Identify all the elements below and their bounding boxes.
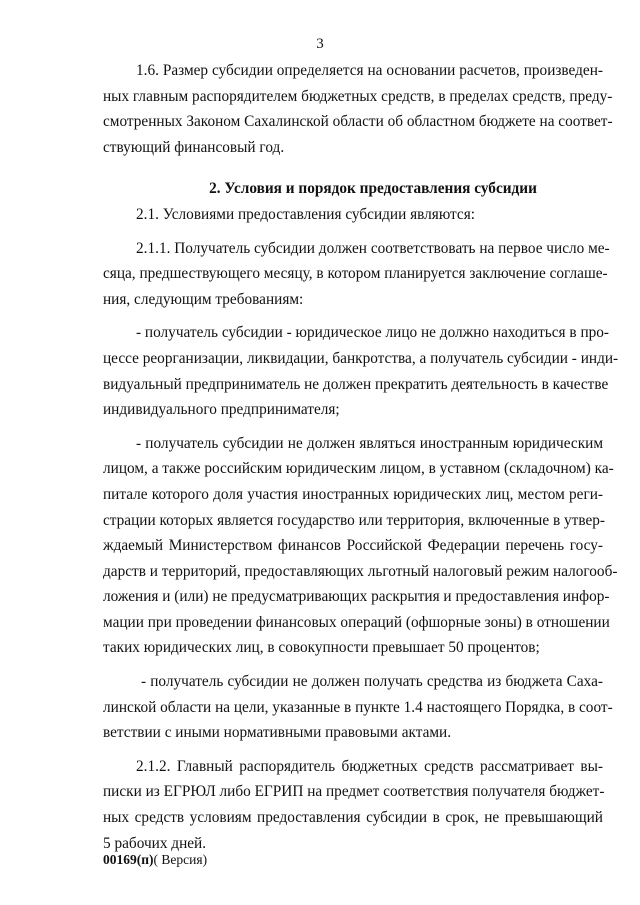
text-line: 2.1.2. Главный распорядитель бюджетных средств рассматривает вы- [136,757,603,775]
text-line: ждаемый Министерством финансов Российской Федерации перечень госу- [103,537,603,555]
text-line: видуальный предприниматель не должен прекратить деятельность в качестве [103,375,609,393]
text-line: - получатель субсидии не должен получать средства из бюджета Саха- [141,673,603,691]
text-line: ветствии с иными нормативными правовыми актами. [103,724,452,742]
text-line: писки из ЕГРЮЛ либо ЕГРИП на предмет соответствия получателя бюджет- [103,783,605,801]
text-line: 5 рабочих дней. [103,834,207,852]
text-line: мации при проведении финансовых операций (офшорные зоны) в отношении [103,613,610,631]
text-line: линской области на цели, указанные в пункте 1.4 настоящего Порядка, в соот- [103,698,613,716]
text-line: ложения и (или) не предусматривающих раскрытия и предоставления инфор- [103,588,610,606]
text-line: - получатель субсидии - юридическое лицо не должно находиться в про- [136,324,610,342]
requirement-item-3 [103,669,613,746]
page-number: 3 [316,36,324,52]
text-line: дарств и территорий, предоставляющих льготный налоговый режим налогооб- [103,562,618,580]
text-line: смотренных Законом Сахалинской области об областном бюджете на соответ- [103,113,613,131]
document-version: ( Версия) [153,852,208,867]
document-footer [103,852,207,868]
text-line: сяца, предшествующего месяцу, в котором планируется заключение соглаше- [103,265,608,283]
text-line: индивидуального предпринимателя; [103,401,340,419]
document-code: 00169(п) [103,852,154,867]
text-line: ных главным распорядителем бюджетных средств, в пределах средств, преду- [103,87,613,105]
text-line: 2.1. Условиями предоставления субсидии являются: [136,205,476,223]
paragraph-2-1-2 [103,754,603,856]
text-line: ния, следующим требованиям: [103,290,304,308]
text-line: лицом, а также российским юридическим лицом, в уставном (складочном) ка- [103,460,614,478]
text-line: - получатель субсидии не должен являться иностранным юридическим [136,434,603,452]
section-heading: 2. Условия и порядок предоставления субсидии [209,180,537,198]
paragraph-2-1-1 [103,236,610,313]
text-line: цессе реорганизации, ликвидации, банкротства, а получатель субсидии - инди- [103,349,619,367]
text-line: страции которых является государство или территория, включенные в утвер- [103,511,605,529]
text-line: ствующий финансовый год. [103,138,285,156]
text-line: питале которого доля участия иностранных юридических лиц, местом реги- [103,485,603,503]
paragraph-1-6 [103,58,613,160]
paragraph-2-1 [103,202,603,228]
requirement-item-1 [103,320,619,422]
text-line: 1.6. Размер субсидии определяется на основании расчетов, произведен- [136,62,603,79]
requirement-item-2 [103,431,618,661]
text-line: ных средств условиям предоставления субсидии в срок, не превышающий [103,809,603,827]
document-body [103,58,619,856]
text-line: таких юридических лиц, в совокупности превышает 50 процентов; [103,639,540,657]
text-line: 2.1.1. Получатель субсидии должен соответствовать на первое число ме- [136,239,610,257]
